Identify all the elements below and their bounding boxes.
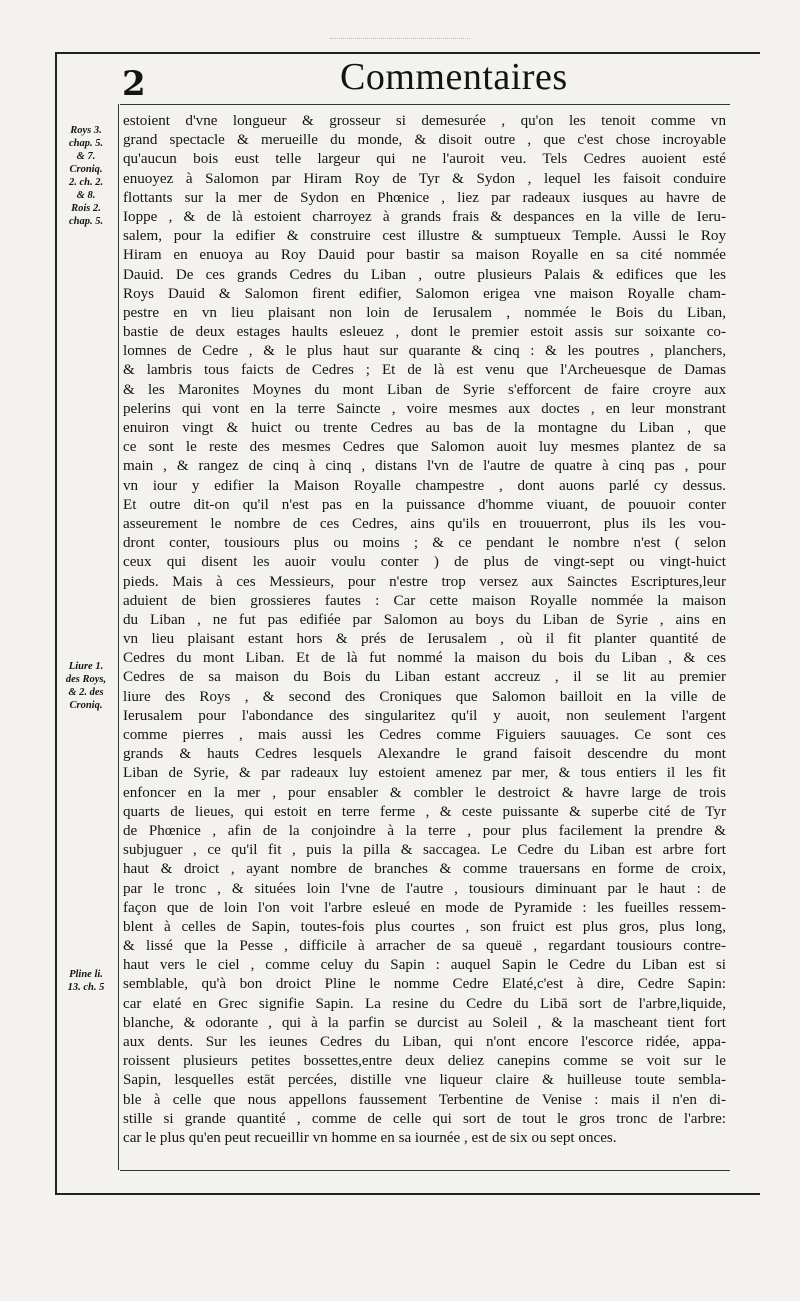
text-line: salem, pour la edifier & construire cest illustre & sumptueux Temple. Aussi le Roy bbox=[123, 228, 726, 245]
margin-note-line: & 8. bbox=[76, 190, 96, 201]
text-line: bastie de deux estages haults esleuez , dont le premier estoit assis sur soixante co- bbox=[123, 324, 726, 341]
text-line: car le plus qu'en peut recueillir vn homme en sa iournée , est de six ou sept onces. bbox=[123, 1129, 617, 1146]
margin-note-line: Rois 2. bbox=[71, 203, 101, 214]
text-line: grand spectacle & merueille du monde, & disoit outre , que c'est chose incroyable bbox=[123, 132, 726, 149]
text-line: dront conter, tousiours plus ou moins ; & ce pendant le nombre n'est ( selon bbox=[123, 535, 726, 552]
margin-note-line: Roys 3. bbox=[70, 125, 102, 136]
text-line: vn lieu plaisant estant hors & prés de Ierusalem , où il fit planter quantité de bbox=[123, 631, 726, 648]
header-rule bbox=[120, 104, 730, 105]
text-line: par le tronc , & situées loin l'vne de l'autre , tousiours diminuant par le haut : de bbox=[123, 880, 726, 897]
text-line: pieds. Mais à ces Messieurs, pour n'estre trop versez aux Sainctes Escriptures,leur bbox=[123, 573, 726, 590]
frame-top-rule bbox=[55, 52, 760, 54]
text-line: Et outre dit-on qu'il n'est pas en la puissance d'homme viuant, de pouuoir conter bbox=[123, 496, 726, 513]
margin-divider-rule bbox=[118, 104, 119, 1170]
text-line: & les Maronites Moynes du mont Liban de Syrie s'efforcent de faire croyre aux bbox=[123, 381, 726, 398]
margin-note-pline bbox=[56, 968, 116, 994]
text-line: de Phœnice , afin de la conjoindre à la terre , pour plus facilement la prendre & bbox=[123, 822, 726, 839]
text-line: blent à celles de Sapin, toutes-fois plus courtes , son fruict est plus gros, plus long, bbox=[123, 918, 726, 935]
text-line: Dauid. De ces grands Cedres du Liban , outre plusieurs Palais & edifices que les bbox=[123, 266, 726, 283]
text-line: stille si grande quantité , comme de celle qui sort de tout le gros tronc de l'arbre: bbox=[123, 1110, 726, 1127]
text-line: & lissé que la Pesse , difficile à arracher de sa queuë , regardant tousiours contre- bbox=[123, 938, 726, 955]
text-line: comme pierres , mais aussi les Cedres comme Figuiers sauuages. Ce sont ces bbox=[123, 727, 726, 743]
text-line: enuiron vingt & huict ou trente Cedres au bas de la montagne du Liban , que bbox=[123, 420, 726, 436]
text-line: & lambris tous faicts de Cedres ; Et de là est venu que l'Archeuesque de Damas bbox=[123, 362, 726, 379]
text-line: grands & hauts Cedres lesquels Alexandre le grand faisoit descendre du mont bbox=[123, 746, 726, 763]
margin-note-line: Croniq. bbox=[69, 700, 103, 711]
text-line: estoient d'vne longueur & grosseur si demesurée , qu'on les tenoit comme vn bbox=[123, 113, 726, 129]
text-line: du Liban , ne fut pas edifiée par Salomon au boys du Liban de Syrie , ains en bbox=[123, 611, 726, 628]
margin-note-roys-chroniq bbox=[56, 124, 116, 228]
text-line: Sapin, lesquelles estāt percées, distille vne liqueur claire & huilleuse toute sembla- bbox=[123, 1072, 726, 1089]
text-bottom-rule bbox=[120, 1170, 730, 1171]
text-line: Hiram en enuoya au Roy Dauid pour bastir sa maison Royalle en sa cité nommée bbox=[123, 247, 726, 264]
text-line: car elaté en Grec signifie Sapin. La resine du Cedre du Libā sort de l'arbre,liquide, bbox=[123, 995, 726, 1012]
text-line: asseurement le nombre de ces Cedres, ains qu'ils en trouuerront, plus ils les vou- bbox=[123, 515, 726, 532]
text-line: Ioppe , & de là estoient charroyez à grands frais & despances en la ville de Ieru- bbox=[123, 208, 726, 225]
text-line: pestre en vn lieu plaisant non loin de Ierusalem , nommée le Bois du Liban, bbox=[123, 304, 726, 321]
margin-note-line: Pline li. bbox=[69, 969, 103, 980]
text-line: enuoyez à Salomon par Hiram Roy de Tyr & Sydon , lequel les faisoit conduire bbox=[123, 170, 726, 187]
text-line: semblable, qu'à bon droict Pline le nomme Cedre Elaté,c'est à dire, Cedre Sapin: bbox=[123, 976, 726, 993]
text-line: liure des Roys , & second des Croniques que Salomon bailloit en la ville de bbox=[123, 688, 726, 705]
text-line: subjuguer , ce qu'il fit , puis la pilla & saccagea. Le Cedre du Liban est arbre fort bbox=[123, 842, 726, 859]
text-line: aux dents. Sur les ieunes Cedres du Liban, qui n'ont encore l'escorce ridée, appa- bbox=[123, 1034, 726, 1050]
body-text bbox=[123, 112, 726, 1148]
margin-note-line: Liure 1. bbox=[68, 661, 104, 672]
text-line: blanche, & odorante , qui à la parfin se durcist au Soleil , & la mascheant tient fort bbox=[123, 1014, 726, 1031]
margin-note-liure-roys bbox=[56, 660, 116, 712]
frame-bottom-rule bbox=[55, 1193, 760, 1195]
margin-note-line: & 7. bbox=[76, 151, 96, 162]
page-edge-mark bbox=[330, 38, 470, 39]
text-line: main , & rangez de cinq à cinq , distans l'vn de l'autre de quatre à cinq pas , pour bbox=[123, 458, 726, 475]
margin-note-line: des Roys, bbox=[65, 674, 107, 685]
text-line: Cedres du mont Liban. Et de là fut nommé la maison du bois du Liban , & ces bbox=[123, 650, 726, 667]
running-title: Commentaires bbox=[340, 56, 568, 98]
text-line: qu'aucun bois eust telle largeur qui ne l'auroit veu. Tels Cedres auoient esté bbox=[123, 151, 726, 168]
text-line: quarts de lieues, qui estoit en terre ferme , & ceste puissante & superbe cité de Tyr bbox=[123, 803, 726, 820]
text-line: Liban de Syrie, & par radeaux luy estoient amenez par mer, & tous entiers il les fit bbox=[123, 765, 726, 782]
margin-note-line: 13. ch. 5 bbox=[67, 982, 105, 993]
text-line: ble à celle que nous appellons faussement Terbentine de Venise : mais il n'en di- bbox=[123, 1091, 726, 1108]
text-line: flottants sur la mer de Sydon en Phœnice , liez par radeaux iusques au havre de bbox=[123, 189, 726, 206]
text-line: vn iour y edifier la Maison Royalle champestre , dont auons parlé cy dessus. bbox=[123, 477, 726, 494]
text-line: roissent plusieurs petites bossettes,entre deux deliez canepins comme se voit sur le bbox=[123, 1053, 726, 1070]
page-number: 2 bbox=[122, 64, 147, 104]
margin-note-line: & 2. des bbox=[68, 687, 104, 698]
text-line: haut & droict , ayant nombre de branches & comme trauersans en forme de croix, bbox=[123, 861, 726, 878]
text-line: enfoncer en la mer , pour ensabler & combler le destroict & havre large de trois bbox=[123, 784, 726, 801]
text-line: Ierusalem pour l'abondance des singularitez qu'il y auoit, non seulement l'argent bbox=[123, 707, 726, 724]
text-line: ce sont le reste des mesmes Cedres que Salomon auoit luy mesmes plantez de sa bbox=[123, 439, 726, 456]
text-line: Cedres de sa maison du Bois du Liban estant accreuz , il se lit au premier bbox=[123, 669, 726, 686]
margin-note-line: 2. ch. 2. bbox=[68, 177, 104, 188]
text-line: haut vers le ciel , comme celuy du Sapin : auquel Sapin le Cedre du Liban est si bbox=[123, 957, 726, 974]
text-line: ceux qui disent les auoir voulu conter ) de plus de vingt-sept ou vingt-huict bbox=[123, 554, 726, 571]
text-line: aduient de bien grossieres fautes : Car cette maison Royalle nommée la maison bbox=[123, 592, 726, 609]
text-line: pelerins qui vont en la terre Saincte , voire mesmes aux doctes , en leur monstrant bbox=[123, 400, 726, 417]
margin-note-line: chap. 5. bbox=[68, 216, 104, 227]
margin-note-line: Croniq. bbox=[69, 164, 103, 175]
margin-note-line: chap. 5. bbox=[68, 138, 104, 149]
text-line: façon que de loin l'on voit l'arbre esleué en mode de Pyramide : les fueilles ressem- bbox=[123, 899, 726, 916]
text-line: Roys Dauid & Salomon firent edifier, Salomon erigea vne maison Royalle cham- bbox=[123, 285, 726, 302]
text-line: lomnes de Cedre , & le plus haut sur quarante & cinq : & les poutres , planchers, bbox=[123, 343, 726, 360]
